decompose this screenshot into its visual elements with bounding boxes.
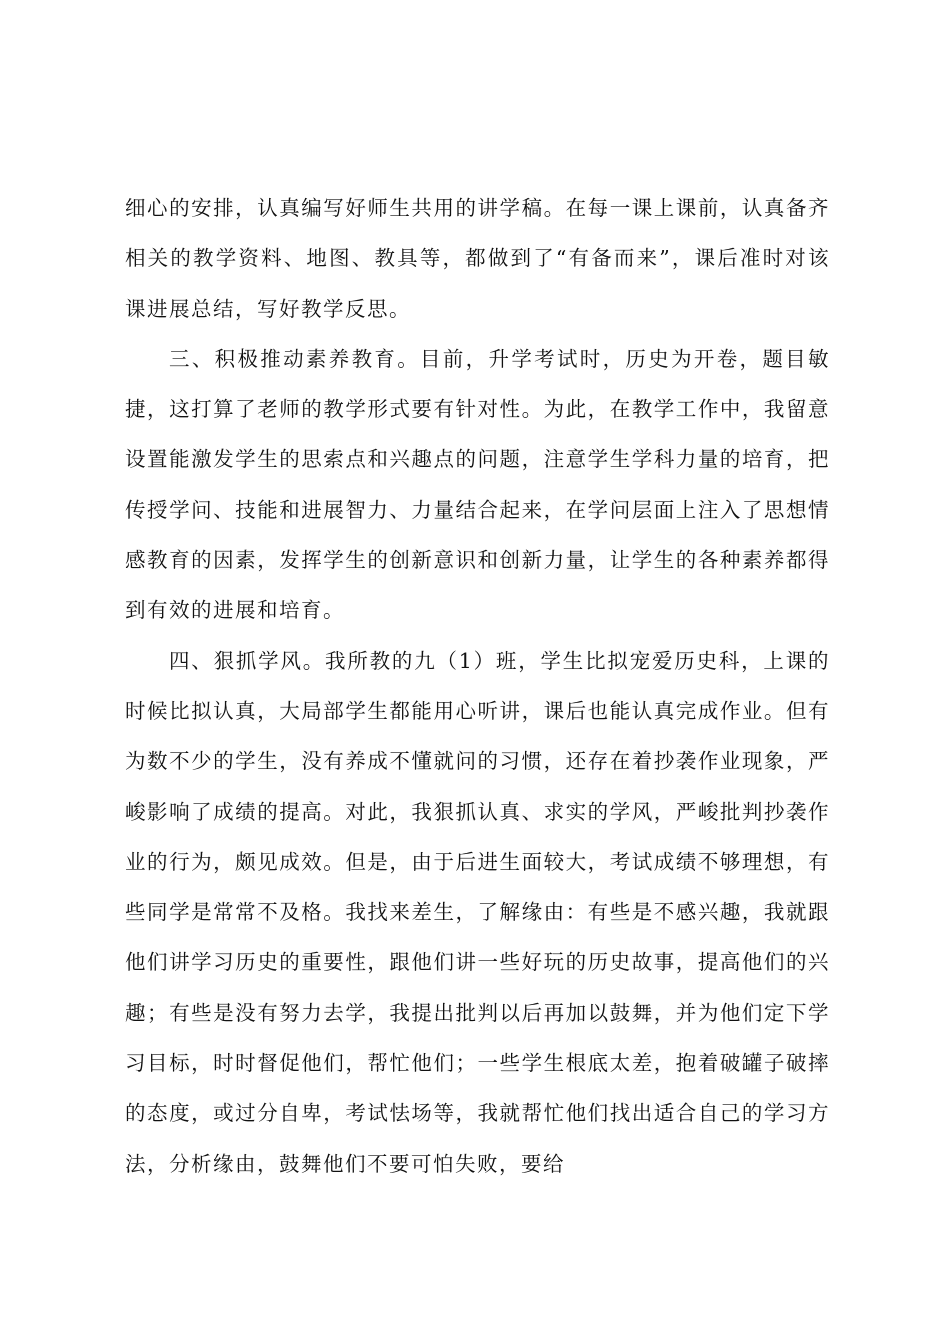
paragraph-continuation: 细心的安排，认真编写好师生共用的讲学稿。在每一课上课前，认真备齐相关的教学资料、地图、教具等，都做到了“有备而来”，课后准时对该课进展总结，写好教学反思。 xyxy=(125,196,830,321)
paragraph-quality-education: 三、积极推动素养教育。目前，升学考试时，历史为开卷，题目敏捷，这打算了老师的教学形式要有针对性。为此，在教学工作中，我留意设置能激发学生的思索点和兴趣点的问题，注意学生学科力量的培育，把传授学问、技能和进展智力、力量结合起来，在学问层面上注入了思想情感教育的因素，发挥学生的创新意识和创新力量，让学生的各种素养都得到有效的进展和培育。 xyxy=(125,346,830,623)
paragraph-study-style: 四、狠抓学风。我所教的九（1）班，学生比拟宠爱历史科，上课的时候比拟认真，大局部学生都能用心听讲，课后也能认真完成作业。但有为数不少的学生，没有养成不懂就问的习惯，还存在着抄袭作业现象，严峻影响了成绩的提高。对此，我狠抓认真、求实的学风，严峻批判抄袭作业的行为，颇见成效。但是，由于后进生面较大，考试成绩不够理想，有些同学是常常不及格。我找来差生，了解缘由：有些是不感兴趣，我就跟他们讲学习历史的重要性，跟他们讲一些好玩的历史故事，提高他们的兴趣；有些是没有努力去学，我提出批判以后再加以鼓舞，并为他们定下学习目标，时时督促他们，帮忙他们；一些学生根底太差，抱着破罐子破摔的态度，或过分自卑，考试怯场等，我就帮忙他们找出适合自己的学习方法，分析缘由，鼓舞他们不要可怕失败，要给 xyxy=(125,648,830,1176)
body-text xyxy=(125,183,830,1189)
